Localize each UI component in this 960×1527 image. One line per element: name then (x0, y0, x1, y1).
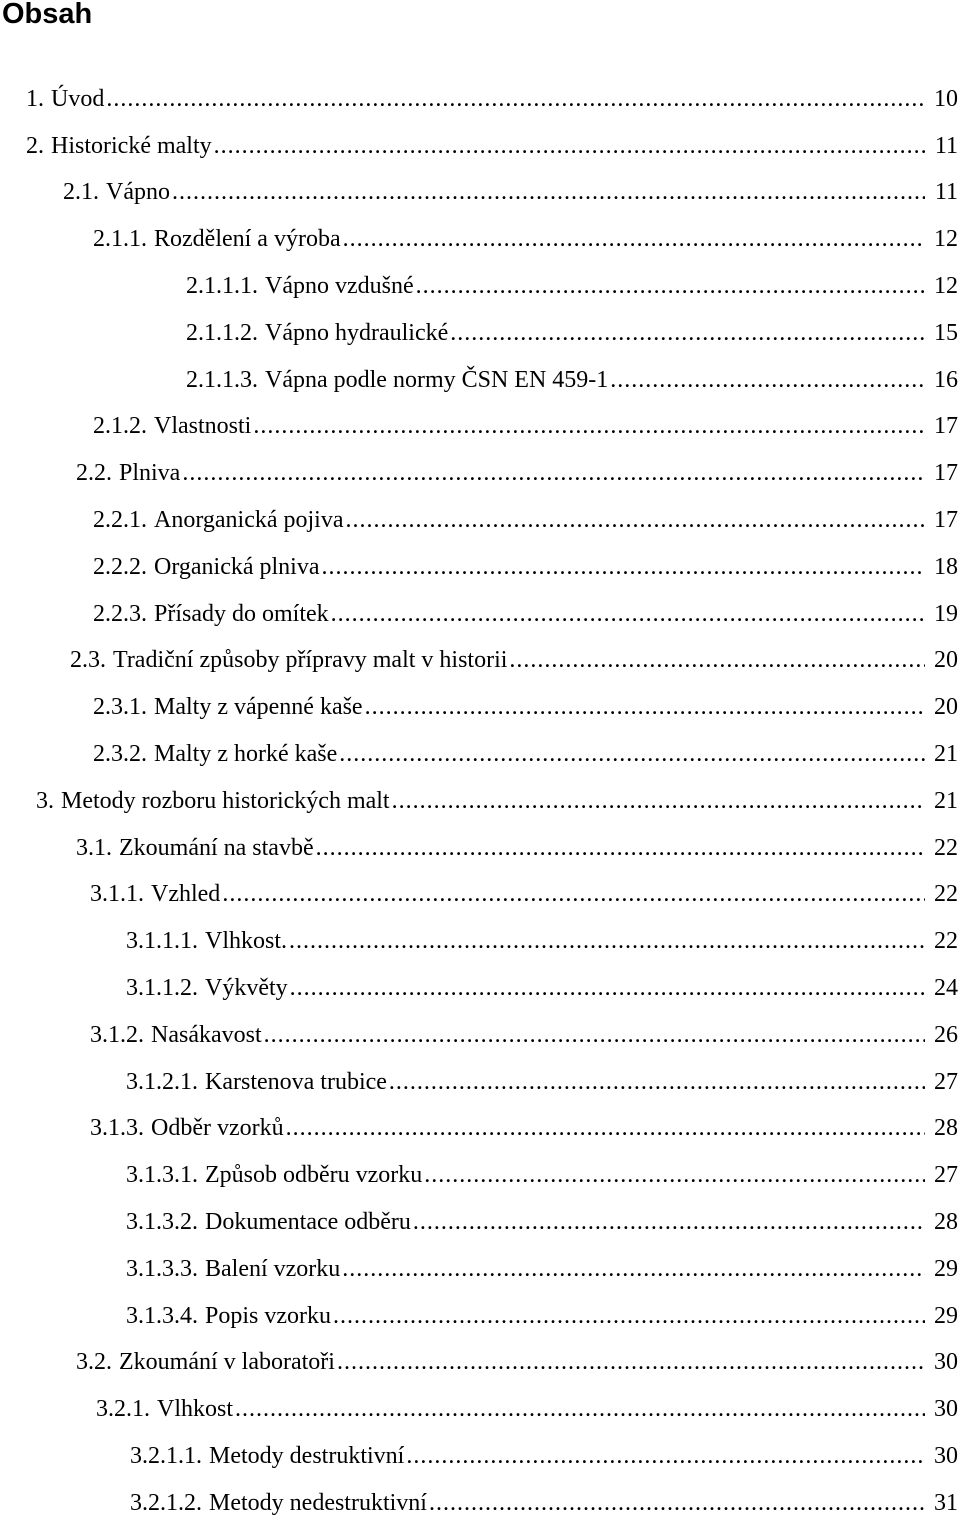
dot-leader (253, 413, 925, 440)
toc-number: 3.2.1.2. (130, 1489, 202, 1516)
toc-number: 2.2.2. (93, 553, 147, 580)
toc-row[interactable] (0, 731, 960, 778)
toc-number: 3.1.2. (90, 1021, 144, 1048)
toc-page-number: 22 (934, 834, 958, 861)
dot-leader (343, 226, 925, 253)
toc-row[interactable] (0, 778, 960, 825)
dot-leader (429, 1490, 925, 1517)
toc-number: 2.1.2. (93, 413, 147, 440)
toc-title: Vzhled (151, 881, 221, 908)
dot-leader (333, 1303, 925, 1330)
dot-leader (342, 1256, 925, 1283)
toc-page-number: 29 (934, 1302, 958, 1329)
toc-row[interactable] (0, 591, 960, 638)
toc-row[interactable] (0, 310, 960, 357)
toc-title: Zkoumání na stavbě (119, 834, 314, 861)
toc-title: Přísady do omítek (154, 600, 329, 627)
toc-row[interactable] (0, 1059, 960, 1106)
toc-title: Vápno hydraulické (265, 319, 449, 346)
toc-row[interactable] (0, 1433, 960, 1480)
toc-row[interactable] (0, 357, 960, 404)
toc-row[interactable] (0, 76, 960, 123)
toc-number: 3.1.1. (90, 881, 144, 908)
toc-page-number: 29 (934, 1255, 958, 1282)
toc-row[interactable] (0, 450, 960, 497)
dot-leader (214, 133, 925, 160)
toc-title: Vápna podle normy ČSN EN 459-1 (265, 366, 609, 393)
toc-row[interactable] (0, 544, 960, 591)
dot-leader (424, 1162, 925, 1189)
dot-leader (222, 881, 925, 908)
dot-leader (450, 320, 925, 347)
dot-leader (264, 1022, 925, 1049)
dot-leader (331, 601, 925, 628)
dot-leader (290, 975, 925, 1002)
toc-number: 3.1.1.1. (126, 928, 198, 955)
toc-number: 3.1.3.1. (126, 1162, 198, 1189)
toc-page-number: 11 (934, 179, 958, 206)
toc-number: 3.2.1. (96, 1396, 150, 1423)
toc-row[interactable] (0, 872, 960, 919)
toc-page-number: 21 (934, 741, 958, 768)
toc-number: 3.1.3.3. (126, 1255, 198, 1282)
toc-row[interactable] (0, 1012, 960, 1059)
toc-title: Způsob odběru vzorku (205, 1162, 423, 1189)
dot-leader (337, 1349, 925, 1376)
toc-row[interactable] (0, 918, 960, 965)
toc-number: 3. (36, 787, 54, 814)
toc-title: Nasákavost (151, 1021, 262, 1048)
toc-page-number: 17 (934, 413, 958, 440)
toc-page-number: 17 (934, 460, 958, 487)
toc-number: 2.1. (63, 179, 99, 206)
toc-row[interactable] (0, 638, 960, 685)
toc-title: Historické malty (51, 132, 212, 159)
toc-number: 2.3.1. (93, 694, 147, 721)
toc-title: Odběr vzorků (151, 1115, 284, 1142)
dot-leader (392, 788, 925, 815)
toc-number: 2.2.3. (93, 600, 147, 627)
toc-row[interactable] (0, 497, 960, 544)
toc-title: Metody rozboru historických malt (61, 787, 390, 814)
toc-page-number: 11 (934, 132, 958, 159)
toc-page-number: 30 (934, 1349, 958, 1376)
toc-page-number: 18 (934, 553, 958, 580)
toc-page-number: 20 (934, 694, 958, 721)
toc-title: Tradiční způsoby přípravy malt v historii (113, 647, 508, 674)
toc-page-number: 28 (934, 1209, 958, 1236)
toc-title: Úvod (51, 85, 105, 112)
toc-page-number: 22 (934, 928, 958, 955)
dot-leader (346, 507, 925, 534)
toc-page-number: 22 (934, 881, 958, 908)
toc-number: 2.2. (76, 460, 112, 487)
toc-number: 3.1.3. (90, 1115, 144, 1142)
toc-number: 2.1.1.1. (186, 273, 258, 300)
dot-leader (406, 1443, 925, 1470)
toc-number: 1. (26, 85, 44, 112)
toc-row[interactable] (0, 1199, 960, 1246)
toc-number: 3.1.3.4. (126, 1302, 198, 1329)
toc-page-number: 15 (934, 319, 958, 346)
toc-title: Zkoumání v laboratoři (119, 1349, 335, 1376)
toc-title: Organická plniva (154, 553, 320, 580)
toc-title: Popis vzorku (205, 1302, 331, 1329)
toc-row[interactable] (0, 1246, 960, 1293)
toc-number: 2.3.2. (93, 741, 147, 768)
dot-leader (289, 928, 925, 955)
toc-title: Metody destruktivní (209, 1443, 405, 1470)
dot-leader (389, 1069, 925, 1096)
toc-title: Metody nedestruktivní (209, 1489, 427, 1516)
toc-page-number: 17 (934, 507, 958, 534)
toc-page-number: 20 (934, 647, 958, 674)
dot-leader (416, 273, 925, 300)
toc-row[interactable] (0, 825, 960, 872)
toc-page-number: 27 (934, 1162, 958, 1189)
toc-number: 2.1.1.3. (186, 366, 258, 393)
toc-title: Malty z horké kaše (154, 741, 338, 768)
toc-title: Vápno (106, 179, 170, 206)
toc-page-number: 10 (934, 85, 958, 112)
toc-number: 2.2.1. (93, 507, 147, 534)
toc-number: 3.1.1.2. (126, 975, 198, 1002)
dot-leader (316, 835, 925, 862)
toc-title: Vlhkost (157, 1396, 234, 1423)
dot-leader (182, 460, 925, 487)
toc-number: 3.1.2.1. (126, 1068, 198, 1095)
toc-page-number: 30 (934, 1396, 958, 1423)
dot-leader (286, 1115, 925, 1142)
toc-page-number: 21 (934, 787, 958, 814)
toc-page-number: 30 (934, 1443, 958, 1470)
toc-row[interactable] (0, 1480, 960, 1527)
toc-page-number: 12 (934, 226, 958, 253)
toc-title: Vápno vzdušné (265, 273, 414, 300)
toc-page-number: 19 (934, 600, 958, 627)
toc-page-number: 12 (934, 273, 958, 300)
toc-row[interactable] (0, 684, 960, 731)
toc-number: 2.3. (70, 647, 106, 674)
toc-row[interactable] (0, 965, 960, 1012)
toc-page-number: 28 (934, 1115, 958, 1142)
toc-page-number: 27 (934, 1068, 958, 1095)
dot-leader (413, 1209, 925, 1236)
toc-number: 3.2.1.1. (130, 1443, 202, 1470)
toc-title: Dokumentace odběru (205, 1209, 411, 1236)
page-title: Obsah (2, 0, 93, 30)
toc-title: Balení vzorku (205, 1255, 341, 1282)
toc-title: Karstenova trubice (205, 1068, 387, 1095)
toc-row[interactable] (0, 1293, 960, 1340)
toc-page-number: 24 (934, 975, 958, 1002)
toc-title: Vlastnosti (154, 413, 252, 440)
toc-title: Anorganická pojiva (154, 507, 344, 534)
toc-row[interactable] (0, 404, 960, 451)
toc-number: 3.2. (76, 1349, 112, 1376)
toc-row[interactable] (0, 170, 960, 217)
toc-title: Výkvěty (205, 975, 288, 1002)
toc-number: 3.1. (76, 834, 112, 861)
toc-title: Plniva (119, 460, 181, 487)
dot-leader (322, 554, 925, 581)
toc-row[interactable] (0, 1152, 960, 1199)
dot-leader (172, 179, 925, 206)
toc-row[interactable] (0, 1386, 960, 1433)
toc-title: Rozdělení a výroba (154, 226, 341, 253)
toc-title: Malty z vápenné kaše (154, 694, 363, 721)
toc-title: Vlhkost. (205, 928, 288, 955)
dot-leader (106, 86, 925, 113)
toc-page-number: 26 (934, 1021, 958, 1048)
toc-row[interactable] (0, 263, 960, 310)
dot-leader (339, 741, 925, 768)
dot-leader (610, 367, 925, 394)
toc-page-number: 16 (934, 366, 958, 393)
toc-row[interactable] (0, 1340, 960, 1387)
toc-number: 3.1.3.2. (126, 1209, 198, 1236)
toc-row[interactable] (0, 123, 960, 170)
dot-leader (365, 694, 925, 721)
toc-number: 2.1.1.2. (186, 319, 258, 346)
toc-number: 2.1.1. (93, 226, 147, 253)
toc-page-number: 31 (934, 1489, 958, 1516)
dot-leader (509, 647, 925, 674)
toc-number: 2. (26, 132, 44, 159)
toc-row[interactable] (0, 1106, 960, 1153)
toc-row[interactable] (0, 216, 960, 263)
dot-leader (235, 1396, 925, 1423)
